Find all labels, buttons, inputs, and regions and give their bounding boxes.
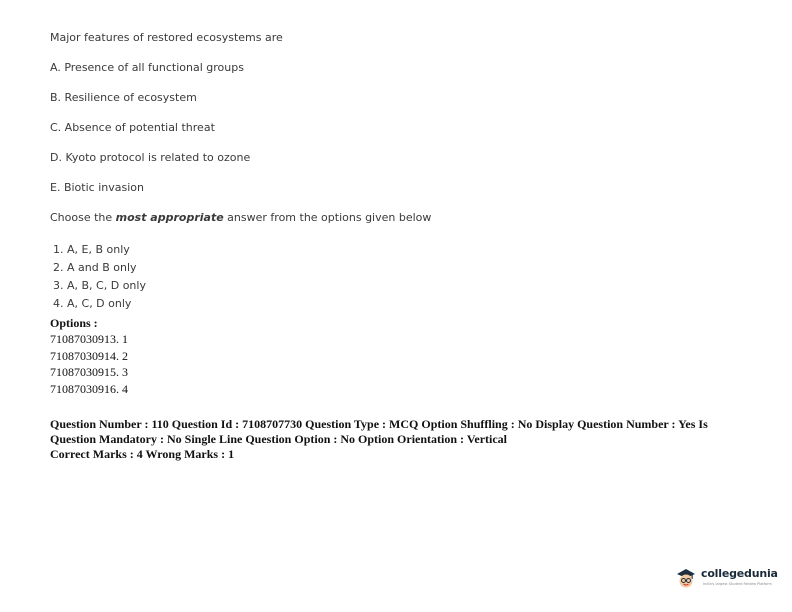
option-row: 71087030916. 4: [50, 381, 128, 396]
option-row: 71087030914. 2: [50, 348, 128, 363]
statement-a: A. Presence of all functional groups: [50, 61, 244, 74]
instruction: [50, 211, 431, 224]
options-header: Options :: [50, 316, 98, 330]
choice-4: 4. A, C, D only: [53, 297, 132, 310]
collegedunia-logo: [674, 563, 778, 591]
question-metadata: [50, 417, 708, 462]
choice-3: 3. A, B, C, D only: [53, 279, 146, 292]
statement-c: C. Absence of potential threat: [50, 121, 215, 134]
choice-2: 2. A and B only: [53, 261, 137, 274]
meta-line-2: Question Mandatory : No Single Line Question Option : No Option Orientation : Vertical: [50, 432, 508, 446]
options-block: [50, 315, 128, 397]
mascot-icon: [674, 565, 698, 589]
option-row: 71087030915. 3: [50, 365, 128, 379]
meta-line-1: Question Number : 110 Question Id : 7108707730 Question Type : MCQ Option Shuffling : No Display Question Number : Yes Is: [50, 417, 708, 431]
instruction-prefix: Choose the: [50, 211, 116, 224]
answer-choices: [53, 241, 146, 313]
instruction-emphasis: most appropriate: [115, 211, 224, 224]
question-stem: Major features of restored ecosystems are: [50, 31, 283, 44]
statement-b: B. Resilience of ecosystem: [50, 91, 197, 104]
statement-d: D. Kyoto protocol is related to ozone: [50, 151, 251, 164]
meta-line-3: Correct Marks : 4 Wrong Marks : 1: [50, 447, 235, 461]
choice-1: 1. A, E, B only: [53, 243, 130, 256]
logo-tagline: India's largest Student Review Platform: [703, 582, 772, 586]
logo-name: collegedunia: [701, 567, 778, 580]
option-row: 71087030913. 1: [50, 332, 128, 346]
instruction-suffix: answer from the options given below: [223, 211, 432, 224]
statement-e: E. Biotic invasion: [50, 181, 144, 194]
